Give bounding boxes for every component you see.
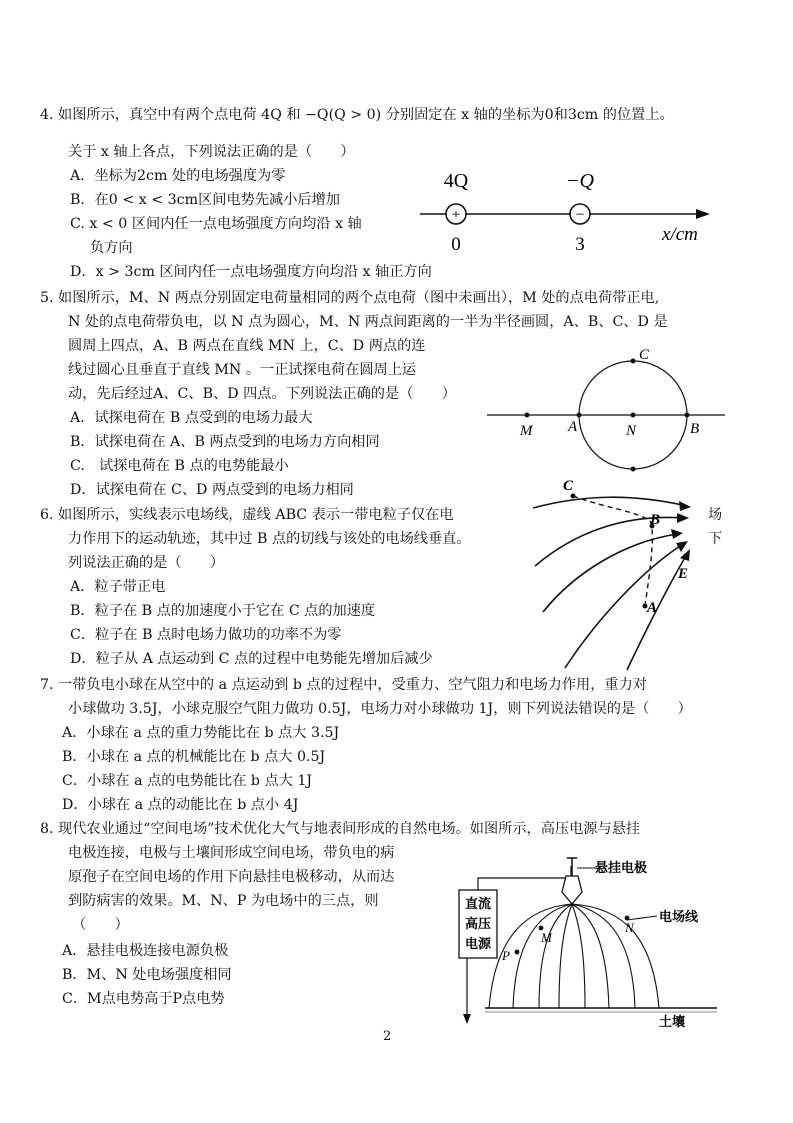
q8-stem-line-1: 8. 现代农业通过“空间电场”技术优化大气与地表间形成的自然电场。如图所示，高压电源与悬挂: [40, 821, 641, 837]
q5-stem-line-1: 5. 如图所示，M、N 两点分别固定电荷量相同的两个点电荷（图中未画出），M 处的点电荷带正电,: [40, 290, 660, 306]
point-m: [525, 413, 530, 418]
charge-1-label: 4Q: [443, 170, 469, 192]
q6-figure: [515, 472, 705, 670]
q4-option-b: B．在0 < x < 3cm区间电势先减小后增加: [70, 192, 340, 208]
point-n: [631, 413, 636, 418]
q6-option-c: C．粒子在 B 点时电场力做功的功率不为零: [70, 627, 342, 643]
position-3-label: 3: [575, 234, 585, 255]
field-line-6: [572, 904, 609, 1008]
label-n: N: [626, 423, 637, 439]
label-c: C: [563, 478, 574, 494]
q4-stem-line-1: 4. 如图所示，真空中有两个点电荷 4Q 和 −Q(Q > 0) 分别固定在 x 轴的坐标为0和3cm 的位置上。: [40, 107, 674, 123]
axis-label: x/cm: [662, 224, 698, 245]
q7-stem-line-2: 小球做功 3.5J，小球克服空气阻力做功 0.5J，电场力对小球做功 1J，则下列说法错误的是（ ）: [68, 701, 692, 717]
field-line-2: [535, 517, 683, 566]
label-c: C: [639, 347, 650, 363]
label-b: B: [650, 512, 661, 528]
field-line-1-arrow: [679, 501, 691, 511]
q5-figure: [485, 345, 730, 475]
field-line-5: [572, 904, 585, 1008]
q5-option-b: B．试探电荷在 A、B 两点受到的电场力方向相同: [70, 434, 380, 450]
q6-stem-line-3: 列说法正确的是（ ）: [68, 555, 225, 571]
q4-option-c-continued: 负方向: [90, 240, 133, 256]
label-p: P: [502, 948, 510, 963]
q8-stem-line-5: （ ）: [72, 917, 129, 933]
charge-2-sign: −: [575, 206, 585, 224]
q6-option-d: D．粒子从 A 点运动到 C 点的过程中电势能先增加后减少: [70, 651, 433, 667]
trajectory-abc: [573, 496, 652, 606]
soil-label: 土壤: [659, 1014, 686, 1029]
field-line-2-arrow: [677, 513, 689, 523]
q6-stem-fragment-1: 场: [708, 507, 723, 523]
point-b: [685, 413, 690, 418]
q5-option-d: D．试探电荷在 C、D 两点受到的电场力相同: [70, 482, 354, 498]
label-e: E: [678, 566, 689, 582]
point-a: [577, 413, 582, 418]
q7-stem-line-1: 7. 一带负电小球在从空中的 a 点运动到 b 点的过程中，受重力、空气阻力和电场力作用，重力对: [40, 677, 647, 693]
q5-stem-line-4: 线过圆心且垂直于直线 MN 。一正试探电荷在圆周上运: [68, 362, 417, 378]
q6-stem-line-2: 力作用下的运动轨迹，其中过 B 点的切线与该处的电场线垂直。: [68, 531, 471, 547]
source-label-3: 电源: [464, 936, 492, 951]
q8-stem-line-2: 电极连接，电极与土壤间形成空间电场，带负电的病: [68, 845, 395, 861]
q5-stem-line-3: 圆周上四点，A、B 两点在直线 MN 上，C、D 两点的连: [68, 338, 426, 354]
q4-option-d: D．x > 3cm 区间内任一点电场强度方向均沿 x 轴正方向: [70, 264, 432, 280]
q6-stem-fragment-2: 下: [708, 531, 723, 547]
q7-option-c: C．小球在 a 点的电势能比在 b 点大 1J: [62, 773, 313, 789]
q5-option-c: C. 试探电荷在 B 点的电势能最小: [70, 458, 289, 474]
suspended-electrode: [562, 876, 582, 904]
q8-option-b: B．M、N 处电场强度相同: [62, 967, 232, 983]
label-a: A: [568, 419, 578, 435]
source-label-2: 高压: [464, 916, 492, 931]
point-c: [571, 494, 576, 499]
point-c: [631, 359, 636, 364]
q8-stem-line-4: 到防病害的效果。M、N、P 为电场中的三点，则: [68, 893, 379, 909]
q8-figure: [455, 848, 725, 1028]
q6-stem-line-1: 6. 如图所示，实线表示电场线，虚线 ABC 表示一带电粒子仅在电: [40, 507, 454, 523]
field-line-label: 电场线: [659, 909, 699, 924]
q4-stem-line-2: 关于 x 轴上各点，下列说法正确的是（ ）: [68, 144, 355, 160]
page-number: 2: [383, 1029, 392, 1044]
q4-option-c: C. x < 0 区间内任一点电场强度方向均沿 x 轴: [70, 216, 362, 232]
q6-option-b: B．粒子在 B 点的加速度小于它在 C 点的加速度: [70, 603, 376, 619]
q5-stem-line-2: N 处的点电荷带负电，以 N 点为圆心，M、N 两点间距离的一半为半径画圆，A、B、C、D 是: [68, 314, 668, 330]
q8-option-c: C．M点电势高于P点电势: [62, 991, 225, 1007]
q4-option-a: A．坐标为2cm 处的电场强度为零: [70, 168, 286, 184]
field-line-2: [513, 904, 572, 1008]
top-wire: [478, 866, 571, 890]
label-m: M: [541, 930, 552, 945]
electrode-label: 悬挂电极: [595, 860, 648, 875]
x-axis-arrow: [696, 209, 710, 219]
label-m: M: [520, 423, 533, 439]
label-b: B: [690, 421, 700, 437]
field-line-4-arrow: [676, 541, 688, 552]
q8-stem-line-3: 原孢子在空间电场的作用下向悬挂电极移动，从而达: [68, 869, 395, 885]
q4-figure: [420, 160, 720, 260]
q7-option-a: A．小球在 a 点的重力势能比在 b 点大 3.5J: [62, 725, 340, 741]
field-line-3-arrow: [671, 529, 683, 539]
point-p: [515, 950, 520, 955]
ground-arrow: [463, 1014, 471, 1024]
label-n: N: [625, 920, 634, 935]
q6-option-a: A．粒子带正电: [70, 579, 166, 595]
q7-option-b: B．小球在 a 点的机械能比在 b 点大 0.5J: [62, 749, 326, 765]
q7-option-d: D．小球在 a 点的动能比在 b 点小 4J: [62, 797, 299, 813]
field-line-4: [559, 904, 572, 1008]
position-0-label: 0: [451, 234, 461, 255]
q5-stem-line-5: 动，先后经过A、C、B、D 四点。下列说法正确的是（ ）: [68, 386, 456, 402]
q5-option-a: A．试探电荷在 B 点受到的电场力最大: [70, 410, 313, 426]
label-a: A: [647, 600, 658, 616]
charge-2-label: −Q: [566, 170, 594, 192]
q8-option-a: A．悬挂电极连接电源负极: [62, 943, 229, 959]
charge-1-sign: +: [451, 206, 461, 224]
point-d: [631, 467, 636, 472]
field-line-4: [565, 544, 683, 668]
source-label-1: 直流: [464, 896, 492, 911]
